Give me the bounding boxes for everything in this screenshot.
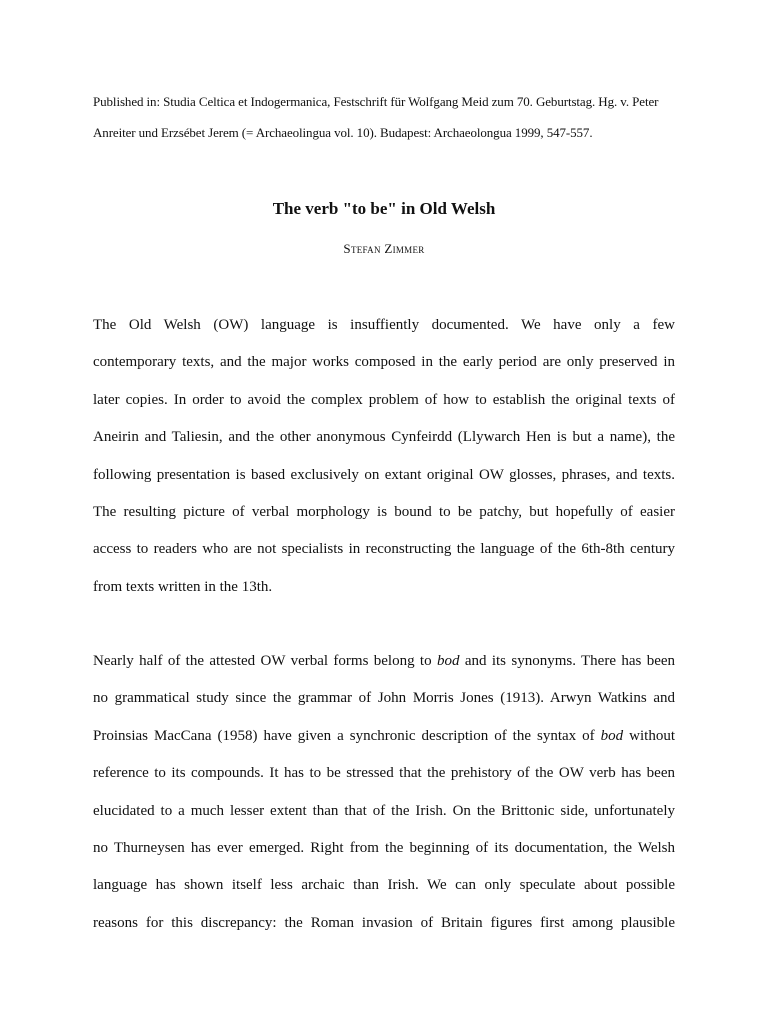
author-name: Stefan Zimmer [343, 241, 425, 256]
paragraph-2-line: reference to its compounds. It has to be stressed that the prehistory of the OW verb has been [93, 765, 675, 782]
paragraph-1-line: from texts written in the 13th. [93, 578, 273, 595]
paragraph-2-text: Nearly half of the attested OW verbal forms belong to [93, 653, 437, 669]
italic-term: bod [436, 653, 460, 669]
paragraph-2-line: reasons for this discrepancy: the Roman invasion of Britain figures first among plausible [93, 914, 675, 931]
publication-note [93, 86, 675, 148]
paragraph-2-line: no Thurneysen has ever emerged. Right from the beginning of its documentation, the Welsh [93, 839, 675, 856]
paragraph-1-line: access to readers who are not specialists in reconstructing the language of the 6th-8th century [93, 541, 675, 558]
paragraph-1 [93, 314, 675, 613]
paragraph-2-line [93, 650, 675, 687]
publication-note-line-1: Published in: Studia Celtica et Indogermanica, Festschrift für Wolfgang Meid zum 70. Geburtstag. Hg. v. Peter [93, 94, 659, 109]
paragraph-2-text: Proinsias MacCana (1958) have given a synchronic description of the syntax of [93, 727, 601, 744]
paragraph-2-text: without [623, 727, 675, 744]
paragraph-2-line: elucidated to a much lesser extent than that of the Irish. On the Brittonic side, unfortunately [93, 802, 675, 819]
paragraph-2-line: language has shown itself less archaic than Irish. We can only speculate about possible [93, 877, 675, 894]
paragraph-1-line: contemporary texts, and the major works composed in the early period are only preserved in [93, 354, 675, 371]
paragraph-1-line: The Old Welsh (OW) language is insuffiently documented. We have only a few [93, 317, 675, 333]
paragraph-1-line: Aneirin and Taliesin, and the other anonymous Cynfeirdd (Llywarch Hen is but a name), the [93, 429, 675, 446]
paragraph-1-line: following presentation is based exclusively on extant original OW glosses, phrases, and texts. [93, 466, 675, 483]
paragraph-2-line [93, 725, 675, 762]
paragraph-2-text: and its synonyms. There has been [459, 653, 676, 669]
paragraph-2 [93, 650, 675, 949]
paper-title: The verb "to be" in Old Welsh [272, 199, 496, 218]
paragraph-2-line: no grammatical study since the grammar of John Morris Jones (1913). Arwyn Watkins and [93, 690, 675, 707]
paragraph-1-line: The resulting picture of verbal morphology is bound to be patchy, but hopefully of easier [93, 503, 675, 520]
publication-note-line-2: Anreiter und Erzsébet Jerem (= Archaeolingua vol. 10). Budapest: Archaeolongua 1999, 547-557. [93, 125, 593, 140]
paragraph-1-line: later copies. In order to avoid the complex problem of how to establish the original texts of [93, 391, 675, 408]
italic-term: bod [600, 727, 624, 744]
